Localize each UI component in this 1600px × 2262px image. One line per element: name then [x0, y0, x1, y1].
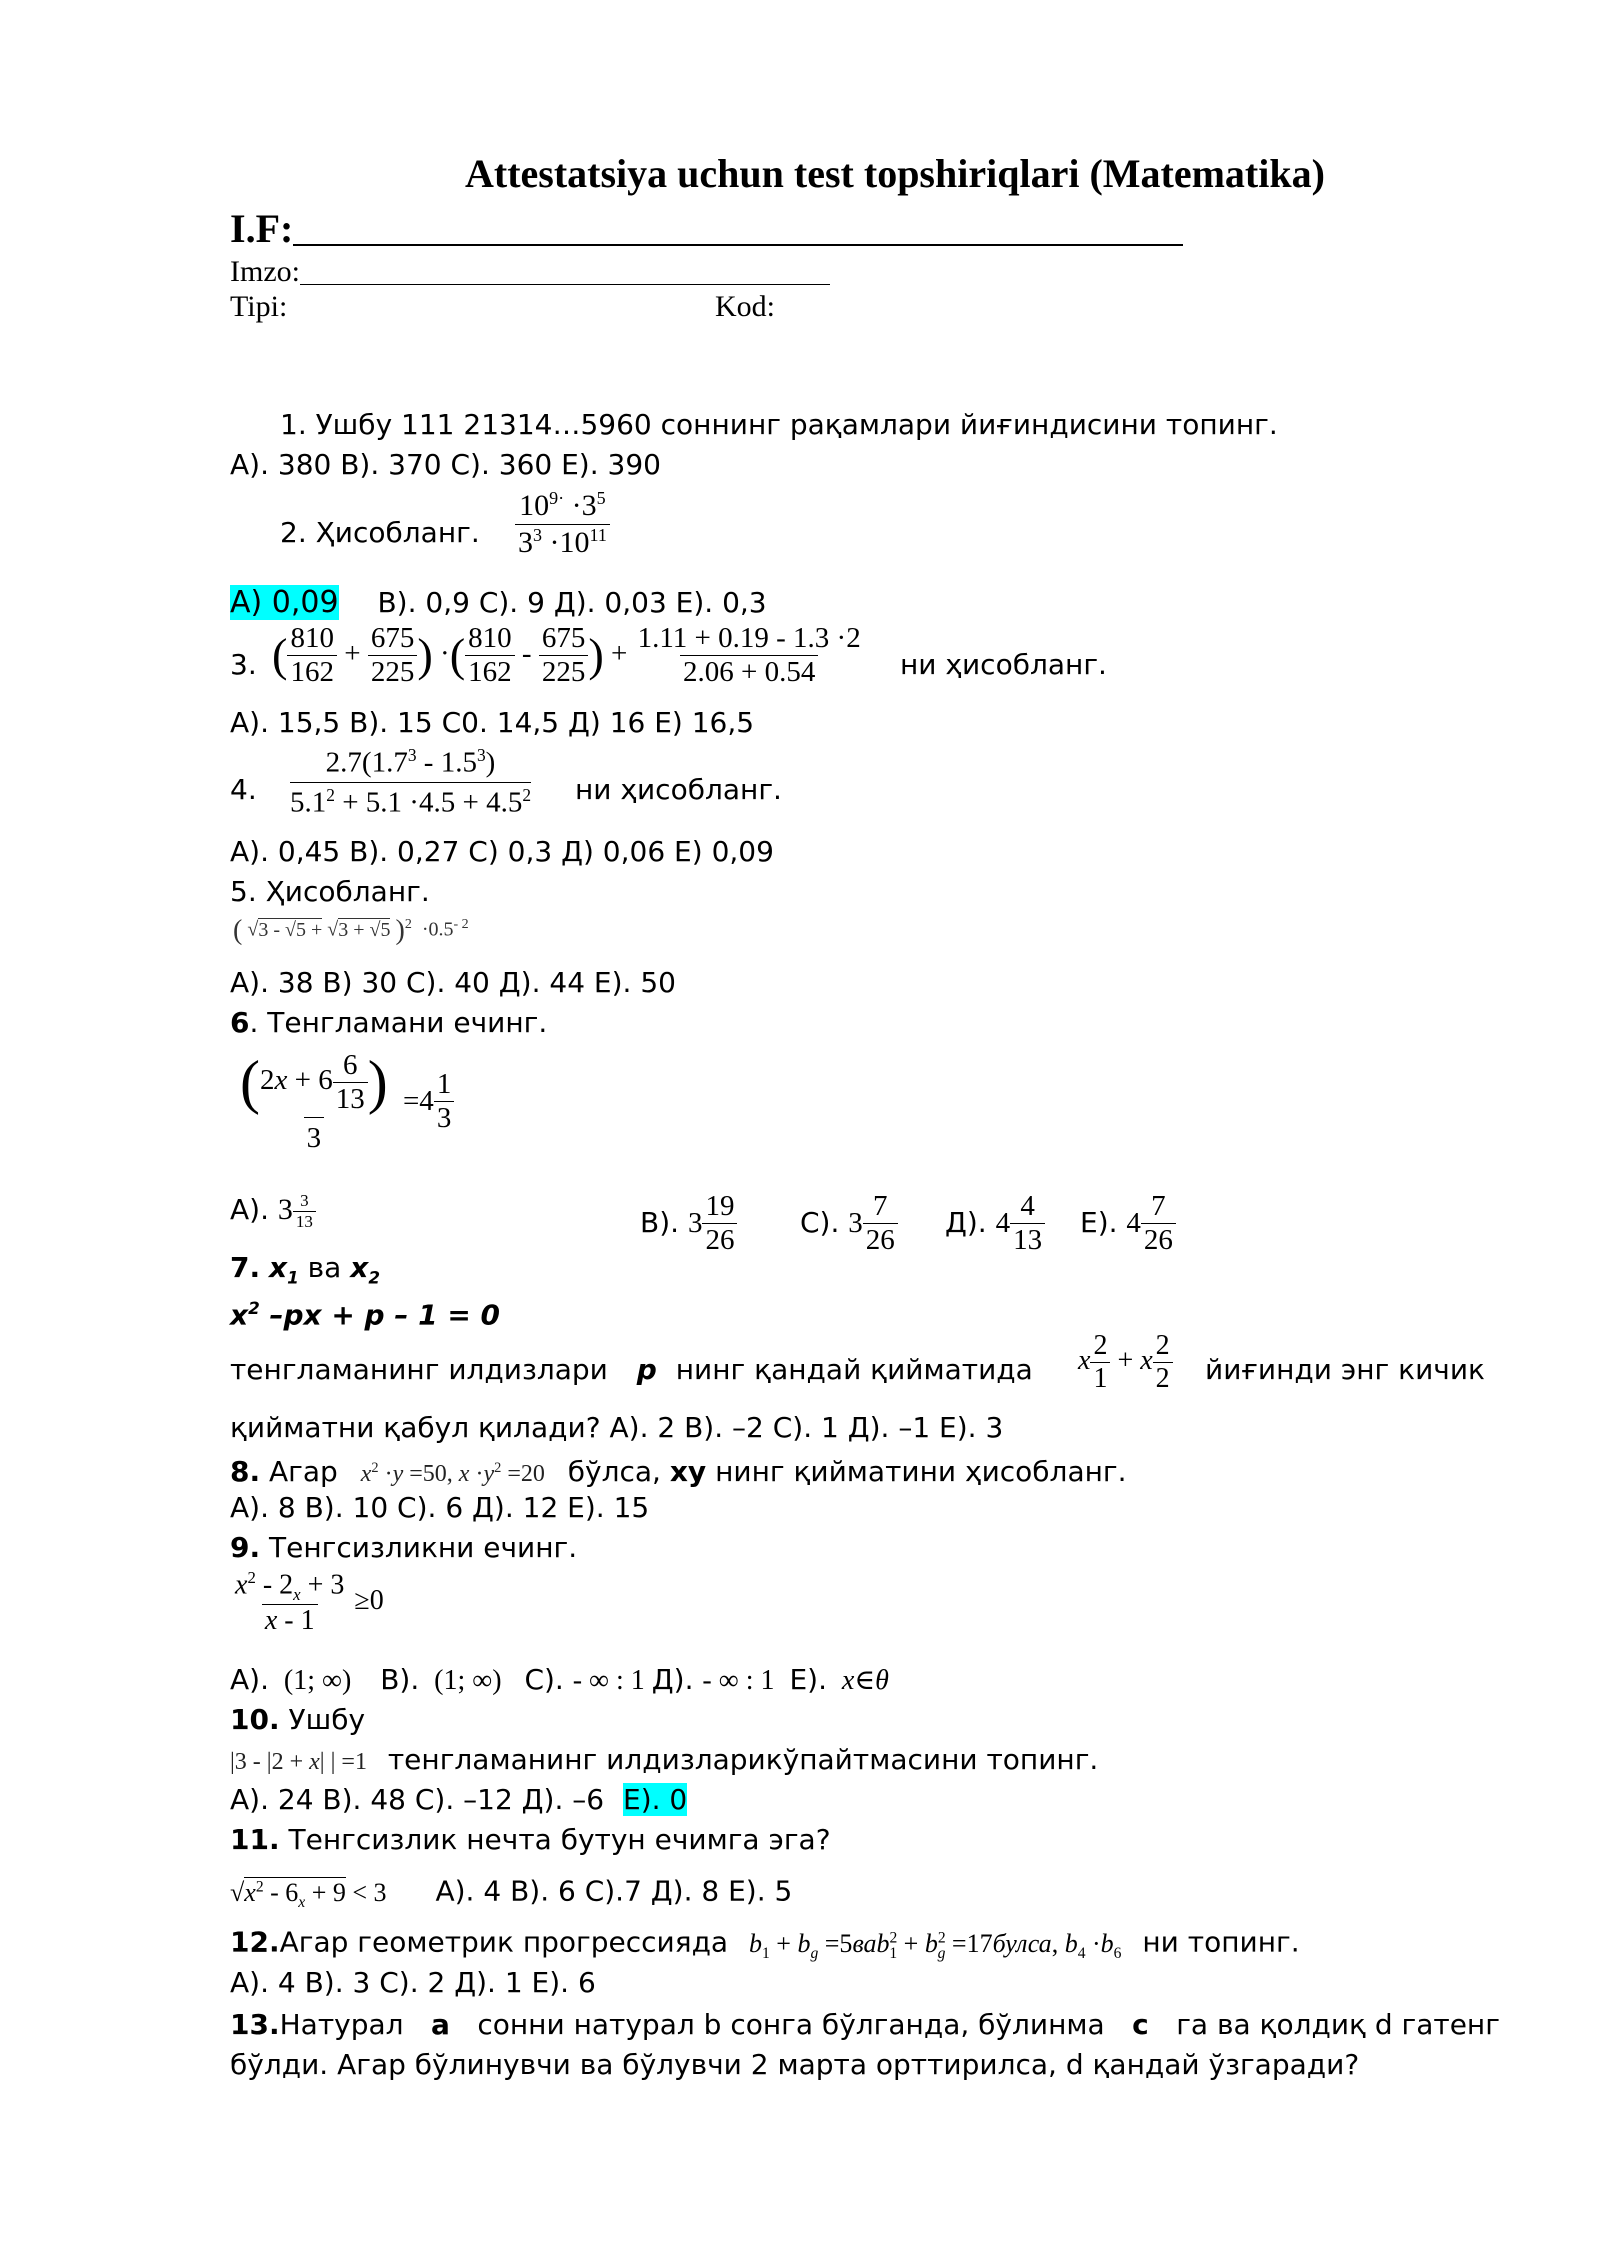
- q2-correct-answer: A) 0,09: [230, 585, 339, 620]
- q7-sub2: 2: [368, 1267, 380, 1288]
- q6-option-b: B). 3 $\frac{19}{26}$: [640, 1190, 737, 1258]
- name-field-row: [230, 205, 1183, 252]
- q13-a: a: [430, 2008, 450, 2041]
- q3-number: 3.: [230, 648, 257, 681]
- q8-xy: xy: [669, 1455, 707, 1488]
- q6-option-e: E). 4 $\frac{7}{26}$: [1080, 1190, 1176, 1258]
- q11-number: 11.: [230, 1823, 280, 1856]
- q9-b-label: B).: [380, 1663, 420, 1696]
- q7-line1-a: тенгламанинг илдизлари: [230, 1353, 608, 1386]
- q9-title: [230, 1528, 577, 1568]
- q13-c: c: [1132, 2008, 1149, 2041]
- q3-formula: ( $\frac{810}{162}$ + $\frac{675}{225}$ ) ·( $\frac{810}{162}$ - $\frac{675}{225}$ ) + $\frac{1.11 + 0.19 - 1.3 \cdot 2}{2.06 + 0.54}$: [272, 622, 861, 689]
- q2-other-answers: B). 0,9 C). 9 Д). 0,03 E). 0,3: [377, 586, 767, 619]
- q7-line2: қийматни қабул қилади? A). 2 B). –2 C). 1 Д). –1 E). 3: [230, 1411, 1004, 1444]
- q12-suffix: ни топинг.: [1142, 1925, 1300, 1959]
- q1-answers: A). 380 B). 370 C). 360 E). 390: [230, 448, 661, 481]
- q6-option-a: A). 3 $\frac{3}{13}$: [230, 1190, 316, 1231]
- q5-text: 5. Ҳисобланг.: [230, 875, 430, 908]
- q12-number: 12.: [230, 1925, 280, 1959]
- q8-prefix: Агар: [260, 1455, 338, 1488]
- q10-answers: [230, 1780, 687, 1820]
- q6-b-label: B).: [640, 1205, 680, 1239]
- q6-number: 6: [230, 1006, 250, 1039]
- type-label: Tipi:: [230, 290, 288, 323]
- q8-number: 8.: [230, 1455, 261, 1488]
- q13-line1: [230, 2005, 1500, 2045]
- q7-var1: x: [269, 1251, 288, 1284]
- q9-answers: A). (1; ∞) B). (1; ∞) C). - ∞ : 1 Д). - ∞ : 1 E). x∈θ: [230, 1663, 889, 1696]
- q8-formula: $x^2 \cdot y =50$, $x \cdot y^2 =20$: [360, 1460, 545, 1487]
- q11-text: Тенгсизлик нечта бутун ечимга эга?: [279, 1823, 831, 1856]
- q7-var2: x: [350, 1251, 369, 1284]
- q6-d-label: Д).: [945, 1205, 987, 1239]
- q7-number: 7.: [230, 1251, 261, 1284]
- q10-text: Ушбу: [279, 1703, 366, 1736]
- signature-label: Imzo:: [230, 255, 300, 288]
- page-title: Attestatsiya uchun test topshiriqlari (Matematika): [465, 151, 1325, 196]
- q10-suffix: тенгламанинг илдизларикўпайтмасини топинг.: [387, 1743, 1099, 1776]
- q7-line1-c: йиғинди энг кичик: [1205, 1353, 1485, 1386]
- q9-e-label: E).: [789, 1663, 827, 1696]
- q2-answers: [230, 583, 767, 623]
- name-label: I.F:: [230, 206, 294, 251]
- q11-line: [230, 1867, 792, 1923]
- q5-answers: A). 38 B) 30 C). 40 Д). 44 E). 50: [230, 966, 676, 999]
- q9-formula: $\frac{x^2 - 2_x + 3}{x - 1}$ ≥0: [235, 1568, 384, 1637]
- name-underline[interactable]: [293, 208, 1183, 246]
- q10-formula: |3 - |2 + x| | =1: [230, 1749, 367, 1775]
- q9-d-label: Д).: [651, 1663, 694, 1696]
- q12-answers: A). 4 B). 3 C). 2 Д). 1 E). 6: [230, 1966, 596, 1999]
- signature-underline[interactable]: [300, 256, 830, 285]
- q10-other-answers: A). 24 B). 48 C). –12 Д). –6: [230, 1783, 605, 1816]
- q10-title: [230, 1700, 365, 1740]
- q6-c-label: C).: [800, 1205, 840, 1239]
- q6-text: [230, 1003, 547, 1043]
- q7-line1-b: нинг қандай қийматида: [675, 1353, 1033, 1386]
- q10-line: [230, 1740, 1098, 1782]
- q7-equation: $x^2$ –px + p – 1 = 0: [230, 1298, 501, 1332]
- q13-t1: Натурал: [279, 2008, 404, 2041]
- q4-answers: A). 0,45 B). 0,27 C) 0,3 Д) 0,06 E) 0,09: [230, 835, 774, 868]
- q11-formula: $√x^2 - 6_x + 9 < 3$: [230, 1877, 387, 1911]
- q6-option-d: Д). 4 $\frac{4}{13}$: [945, 1190, 1045, 1258]
- q6-a-label: A).: [230, 1193, 269, 1226]
- q7-formula: x $\frac{2}{1}$ + x $\frac{2}{2}$: [1078, 1330, 1173, 1395]
- q11-title: [230, 1820, 831, 1860]
- code-label: Kod:: [715, 290, 775, 323]
- q11-answers: A). 4 B). 6 C).7 Д). 8 E). 5: [435, 1874, 793, 1908]
- q6-option-c: C). 3 $\frac{7}{26}$: [800, 1190, 898, 1258]
- q7-va: ва: [298, 1251, 351, 1284]
- q2-prefix: 2. Ҳисобланг.: [280, 516, 480, 549]
- q7-p: p: [636, 1353, 657, 1386]
- q13-t2: сонни натурал b сонга бўлганда, бўлинма: [477, 2008, 1105, 2041]
- q7-equation-text: –px + p – 1 = 0: [269, 1298, 501, 1332]
- q8-middle: бўлса,: [567, 1455, 661, 1488]
- q6-formula: (2x + 6 $\frac{6}{13}$ ) 3 =4 $\frac{1}{3}$: [232, 1048, 454, 1155]
- q7-sub1: 1: [287, 1267, 299, 1288]
- q12-prefix: Агар геометрик прогрессияда: [279, 1925, 729, 1959]
- q9-text: Тенгсизликни ечинг.: [260, 1531, 578, 1564]
- q13-t3: га ва қолдиқ d гатенг: [1176, 2008, 1500, 2041]
- q4-number: 4.: [230, 773, 257, 806]
- q6-e-label: E).: [1080, 1205, 1118, 1239]
- q13-line2: бўлди. Агар бўлинувчи ва бўлувчи 2 марта орттирилса, d қандай ўзгаради?: [230, 2048, 1360, 2081]
- q9-a-label: A).: [230, 1663, 269, 1696]
- q8-answers: A). 8 B). 10 C). 6 Д). 12 E). 15: [230, 1491, 650, 1524]
- q10-correct-answer: E). 0: [623, 1783, 688, 1816]
- q9-number: 9.: [230, 1531, 261, 1564]
- q5-formula: ( √3 - √5 + √3 + √5 )$^2 \cdot 0.5^{- 2}$: [233, 915, 469, 946]
- q4-formula: $\frac{2.7(1.7^3 - 1.5^3)}{5.1^2 + 5.1 \cdot 4.5 + 4.5^2}$: [290, 745, 532, 819]
- q3-suffix: ни ҳисобланг.: [900, 648, 1107, 681]
- q8-suffix: нинг қийматини ҳисобланг.: [715, 1455, 1127, 1488]
- q2-formula: $\frac{10^{9\cdot} \cdot 3^5}{3^3 \cdot 10^{11}}$: [515, 488, 610, 560]
- signature-row: [230, 255, 830, 289]
- q9-c-label: C).: [524, 1663, 564, 1696]
- q10-number: 10.: [230, 1703, 280, 1736]
- q4-suffix: ни ҳисобланг.: [575, 773, 782, 806]
- q12-formula: $b_1 + b_g =5ваb^2_1 + b^2_g$ =17булса, $b_4 \cdot b_6$: [749, 1928, 1122, 1962]
- q6-title: . Тенгламани ечинг.: [249, 1006, 548, 1039]
- q3-answers: A). 15,5 B). 15 C0. 14,5 Д) 16 E) 16,5: [230, 706, 755, 739]
- q1-text: 1. Ушбу 111 21314…5960 соннинг рақамлари йиғиндисини топинг.: [280, 408, 1278, 441]
- q13-number: 13.: [230, 2008, 280, 2041]
